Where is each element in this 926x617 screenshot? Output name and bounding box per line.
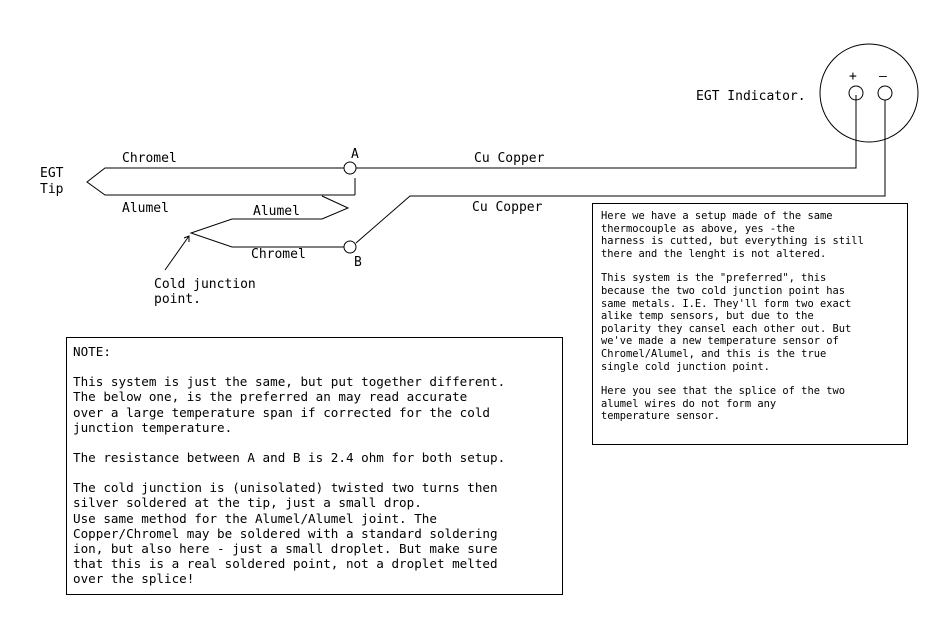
side-note-line: Here we have a setup made of the same — [601, 210, 833, 222]
cold-junction-label-2: point. — [154, 292, 201, 307]
note-line: that this is a real soldered point, not a droplet melted — [73, 556, 498, 572]
point-b-label: B — [354, 255, 362, 270]
side-note-line: thermocouple as above, yes -the — [601, 222, 795, 235]
side-note-line: we've made a new temperature sensor of — [601, 335, 839, 348]
egt-indicator-label: EGT Indicator. — [696, 89, 806, 104]
note-box — [66, 337, 563, 595]
note-line: ion, but also here - just a small droplet. But make sure — [73, 541, 498, 557]
note-line: Use same method for the Alumel/Alumel joint. The — [73, 510, 437, 526]
side-note-box — [592, 203, 908, 445]
plus-label: + — [849, 69, 857, 84]
side-note-line: This system is the "preferred", this — [601, 272, 827, 285]
note-line: over a large temperature span if corrected for the cold — [73, 404, 491, 420]
note-line: Copper/Chromel may be soldered with a standard soldering — [73, 525, 498, 541]
side-note-line: single cold junction point. — [601, 360, 770, 373]
side-note-line: there and the lenght is not altered. — [601, 247, 827, 260]
junction-a — [344, 162, 356, 174]
egt-tip-label-1: EGT — [40, 166, 64, 181]
cold-junction-label-1: Cold junction — [154, 277, 256, 292]
cold-junction-arrow — [165, 236, 189, 270]
alumel-label-bottom: Alumel — [122, 201, 169, 216]
side-note-line: Chromel/Alumel, and this is the true — [601, 347, 827, 360]
side-note-line: harness is cutted, but everything is still — [601, 235, 864, 248]
side-note-line: temperature sensor. — [601, 410, 720, 423]
chromel-label-inner: Chromel — [251, 247, 306, 262]
note-line: The cold junction is (unisolated) twisted two turns then — [73, 480, 498, 496]
note-line: The below one, is the preferred an may read accurate — [73, 389, 468, 405]
alumel-label-inner: Alumel — [253, 204, 300, 219]
chromel-label-top: Chromel — [122, 151, 177, 166]
note-line: over the splice! — [73, 571, 195, 587]
egt-tip-label-2: Tip — [40, 182, 64, 197]
chromel-wire-top — [87, 168, 355, 195]
note-line: The resistance between A and B is 2.4 ohm for both setup. — [73, 450, 506, 466]
side-note-line: because the two cold junction point has — [601, 284, 845, 297]
cu-copper-label-bottom: Cu Copper — [472, 200, 543, 215]
cu-copper-label-top: Cu Copper — [474, 151, 545, 166]
egt-indicator-dial — [820, 44, 918, 142]
side-note-line: same metals. I.E. They'll form two exact — [601, 297, 852, 310]
note-line: junction temperature. — [73, 419, 233, 435]
side-note-line: polarity they cansel each other out. But — [601, 322, 852, 335]
side-note-line: alumel wires do not form any — [601, 397, 777, 410]
minus-terminal — [878, 86, 892, 100]
copper-wire-top — [356, 95, 856, 168]
side-note-line: alike temp sensors, but due to the — [601, 310, 814, 323]
junction-b — [344, 241, 356, 253]
note-line: NOTE: — [73, 344, 111, 359]
note-line: This system is just the same, but put together different. — [73, 374, 506, 390]
side-note-line: Here you see that the splice of the two — [601, 385, 845, 398]
note-line: silver soldered at the tip, just a small drop. — [73, 495, 422, 511]
minus-label: – — [879, 69, 887, 84]
point-a-label: A — [351, 147, 359, 162]
